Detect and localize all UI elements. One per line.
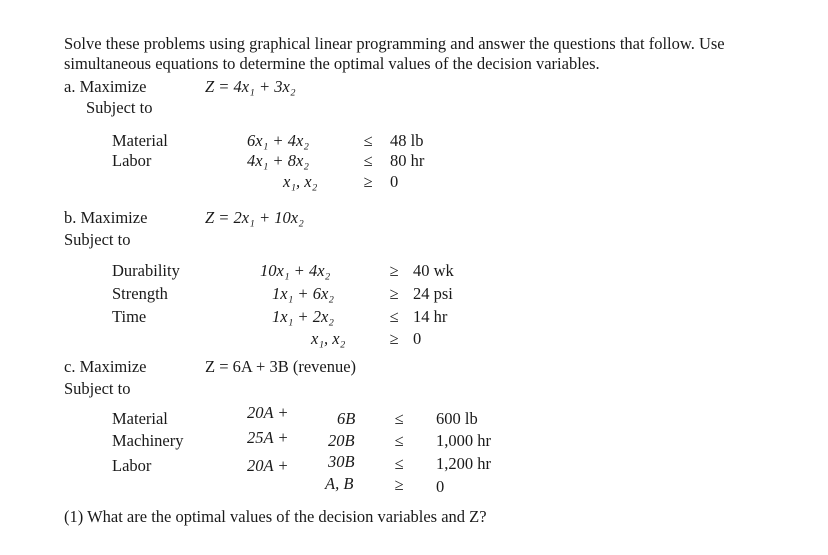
part-a-constraint-rhs: 80 hr	[390, 151, 425, 170]
part-c-constraint-a-term: 20A +	[247, 456, 289, 475]
part-c-constraint-a-term: 25A +	[247, 428, 289, 447]
part-c-constraint-relation: ≤	[394, 454, 404, 473]
part-c-label: c. Maximize	[64, 357, 147, 376]
part-a-constraint-lhs: 6x₁ + 4x₂	[247, 131, 310, 150]
part-c-constraint-rhs: 600 lb	[436, 409, 478, 428]
part-c-constraint-relation: ≤	[394, 431, 404, 450]
part-c-constraint-name: Material	[112, 409, 168, 428]
part-b-constraint-lhs: 1x₁ + 2x₂	[272, 307, 335, 326]
part-b-constraint-lhs: 10x₁ + 4x₂	[260, 261, 331, 280]
part-a-nonneg-lhs: x₁, x₂	[283, 172, 318, 191]
part-c-constraint-name: Machinery	[112, 431, 184, 450]
part-a-constraint-name: Labor	[112, 151, 152, 170]
part-b-subject-to: Subject to	[64, 230, 131, 249]
part-b-nonneg-lhs: x₁, x₂	[311, 329, 346, 348]
part-b-nonneg-relation: ≥	[389, 329, 399, 348]
part-b-constraint-rhs: 24 psi	[413, 284, 453, 303]
part-a-constraint-name: Material	[112, 131, 168, 150]
part-c-nonneg-lhs: A, B	[325, 474, 354, 493]
part-a-objective	[205, 77, 296, 97]
part-a-nonneg-relation: ≥	[363, 172, 373, 191]
part-b-constraint-rhs: 40 wk	[413, 261, 454, 280]
part-c-constraint-b-term: 6B	[337, 409, 356, 428]
part-a-constraint-rhs: 48 lb	[390, 131, 424, 150]
intro-line-1: Solve these problems using graphical linear programming and answer the questions that follow. Use	[64, 34, 725, 53]
part-b-constraint-name: Time	[112, 307, 147, 326]
part-b-constraint-relation: ≥	[389, 284, 399, 303]
part-c-constraint-rhs: 1,000 hr	[436, 431, 491, 450]
part-b-constraint-rhs: 14 hr	[413, 307, 448, 326]
part-c-constraint-b-term: 20B	[328, 431, 355, 450]
part-c-constraint-a-term: 20A +	[247, 403, 289, 422]
part-a-constraint-relation: ≤	[363, 131, 373, 150]
part-b-constraint-lhs: 1x₁ + 6x₂	[272, 284, 335, 303]
part-b-nonneg-rhs: 0	[413, 329, 422, 348]
part-a-constraint-relation: ≤	[363, 151, 373, 170]
part-c-nonneg-rhs: 0	[436, 477, 445, 496]
part-a-objective-text: Z = 4x₁ + 3x₂	[205, 77, 296, 96]
part-c-nonneg-relation: ≥	[394, 475, 404, 494]
part-b-objective: Z = 2x₁ + 10x₂	[205, 208, 304, 227]
part-c-objective: Z = 6A + 3B (revenue)	[205, 357, 357, 376]
part-b-constraint-name: Strength	[112, 284, 168, 303]
part-c-constraint-rhs: 1,200 hr	[436, 454, 491, 473]
question-text: (1) What are the optimal values of the decision variables and Z?	[64, 507, 487, 526]
part-c-constraint-b-term: 30B	[328, 452, 355, 471]
part-b-constraint-name: Durability	[112, 261, 180, 280]
part-b-constraint-relation: ≤	[389, 307, 399, 326]
intro-line-2: simultaneous equations to determine the optimal values of the decision variables.	[64, 54, 600, 73]
part-b-constraint-relation: ≥	[389, 261, 399, 280]
part-c-subject-to: Subject to	[64, 379, 131, 398]
part-a-nonneg-rhs: 0	[390, 172, 399, 191]
part-c-constraint-relation: ≤	[394, 409, 404, 428]
part-c-constraint-name: Labor	[112, 456, 152, 475]
part-a-subject-to: Subject to	[86, 98, 153, 117]
part-a-constraint-lhs: 4x₁ + 8x₂	[247, 151, 310, 170]
part-b-label: b. Maximize	[64, 208, 148, 227]
part-a-label: a. Maximize	[64, 77, 147, 96]
